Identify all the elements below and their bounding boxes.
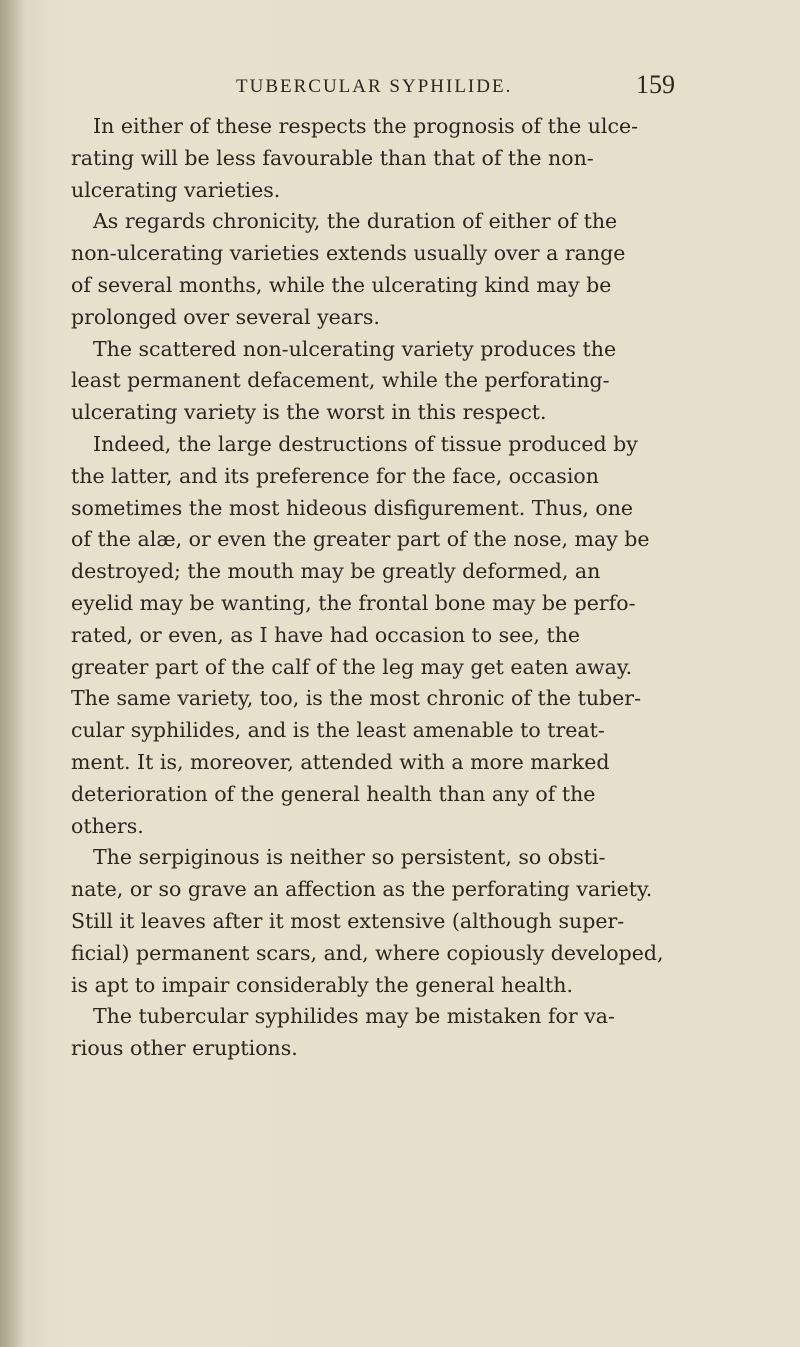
text-line: Still it leaves after it most extensive (although super- xyxy=(71,908,625,933)
text-line: The scattered non-ulcerating variety produces the xyxy=(93,336,617,361)
text-line: of several months, while the ulcerating kind may be xyxy=(71,272,612,297)
text-line: sometimes the most hideous disfigurement. Thus, one xyxy=(71,495,634,520)
running-head: TUBERCULAR SYPHILIDE. xyxy=(236,76,513,97)
text-line: least permanent defacement, while the perforating- xyxy=(71,368,610,393)
text-line: The same variety, too, is the most chronic of the tuber- xyxy=(71,686,642,711)
text-line: The serpiginous is neither so persistent, so obsti- xyxy=(93,845,606,870)
page-spine-shadow xyxy=(0,0,26,1347)
text-line: Indeed, the large destructions of tissue produced by xyxy=(93,431,638,456)
text-line: is apt to impair considerably the general health. xyxy=(71,972,573,997)
text-line: As regards chronicity, the duration of either of the xyxy=(93,209,618,234)
text-line: The tubercular syphilides may be mistaken for va- xyxy=(93,1004,615,1029)
text-line: others. xyxy=(71,813,144,838)
text-line: ulcerating varieties. xyxy=(71,177,281,202)
text-line: the latter, and its preference for the face, occasion xyxy=(71,463,599,488)
text-line: In either of these respects the prognosis of the ulce- xyxy=(93,114,639,138)
text-line: ment. It is, moreover, attended with a more marked xyxy=(71,749,610,774)
text-line: non-ulcerating varieties extends usually over a range xyxy=(71,241,626,266)
text-line: cular syphilides, and is the least amenable to treat- xyxy=(71,718,605,743)
text-line: eyelid may be wanting, the frontal bone may be perfo- xyxy=(71,590,636,615)
text-line: destroyed; the mouth may be greatly deformed, an xyxy=(71,559,601,584)
text-line: rating will be less favourable than that of the non- xyxy=(71,145,594,170)
text-line: greater part of the calf of the leg may get eaten away. xyxy=(71,654,633,679)
text-line: nate, or so grave an affection as the perforating variety. xyxy=(71,877,653,902)
text-line: of the alæ, or even the greater part of the nose, may be xyxy=(71,527,650,552)
text-line: prolonged over several years. xyxy=(71,304,380,329)
text-line: rated, or even, as I have had occasion to see, the xyxy=(71,622,581,647)
text-line: rious other eruptions. xyxy=(71,1036,298,1061)
body-text xyxy=(71,111,731,1065)
page-number: 159 xyxy=(636,70,675,99)
text-line: ficial) permanent scars, and, where copiously developed, xyxy=(71,940,664,965)
text-line: deterioration of the general health than any of the xyxy=(71,781,596,806)
text-line: ulcerating variety is the worst in this respect. xyxy=(71,400,547,425)
